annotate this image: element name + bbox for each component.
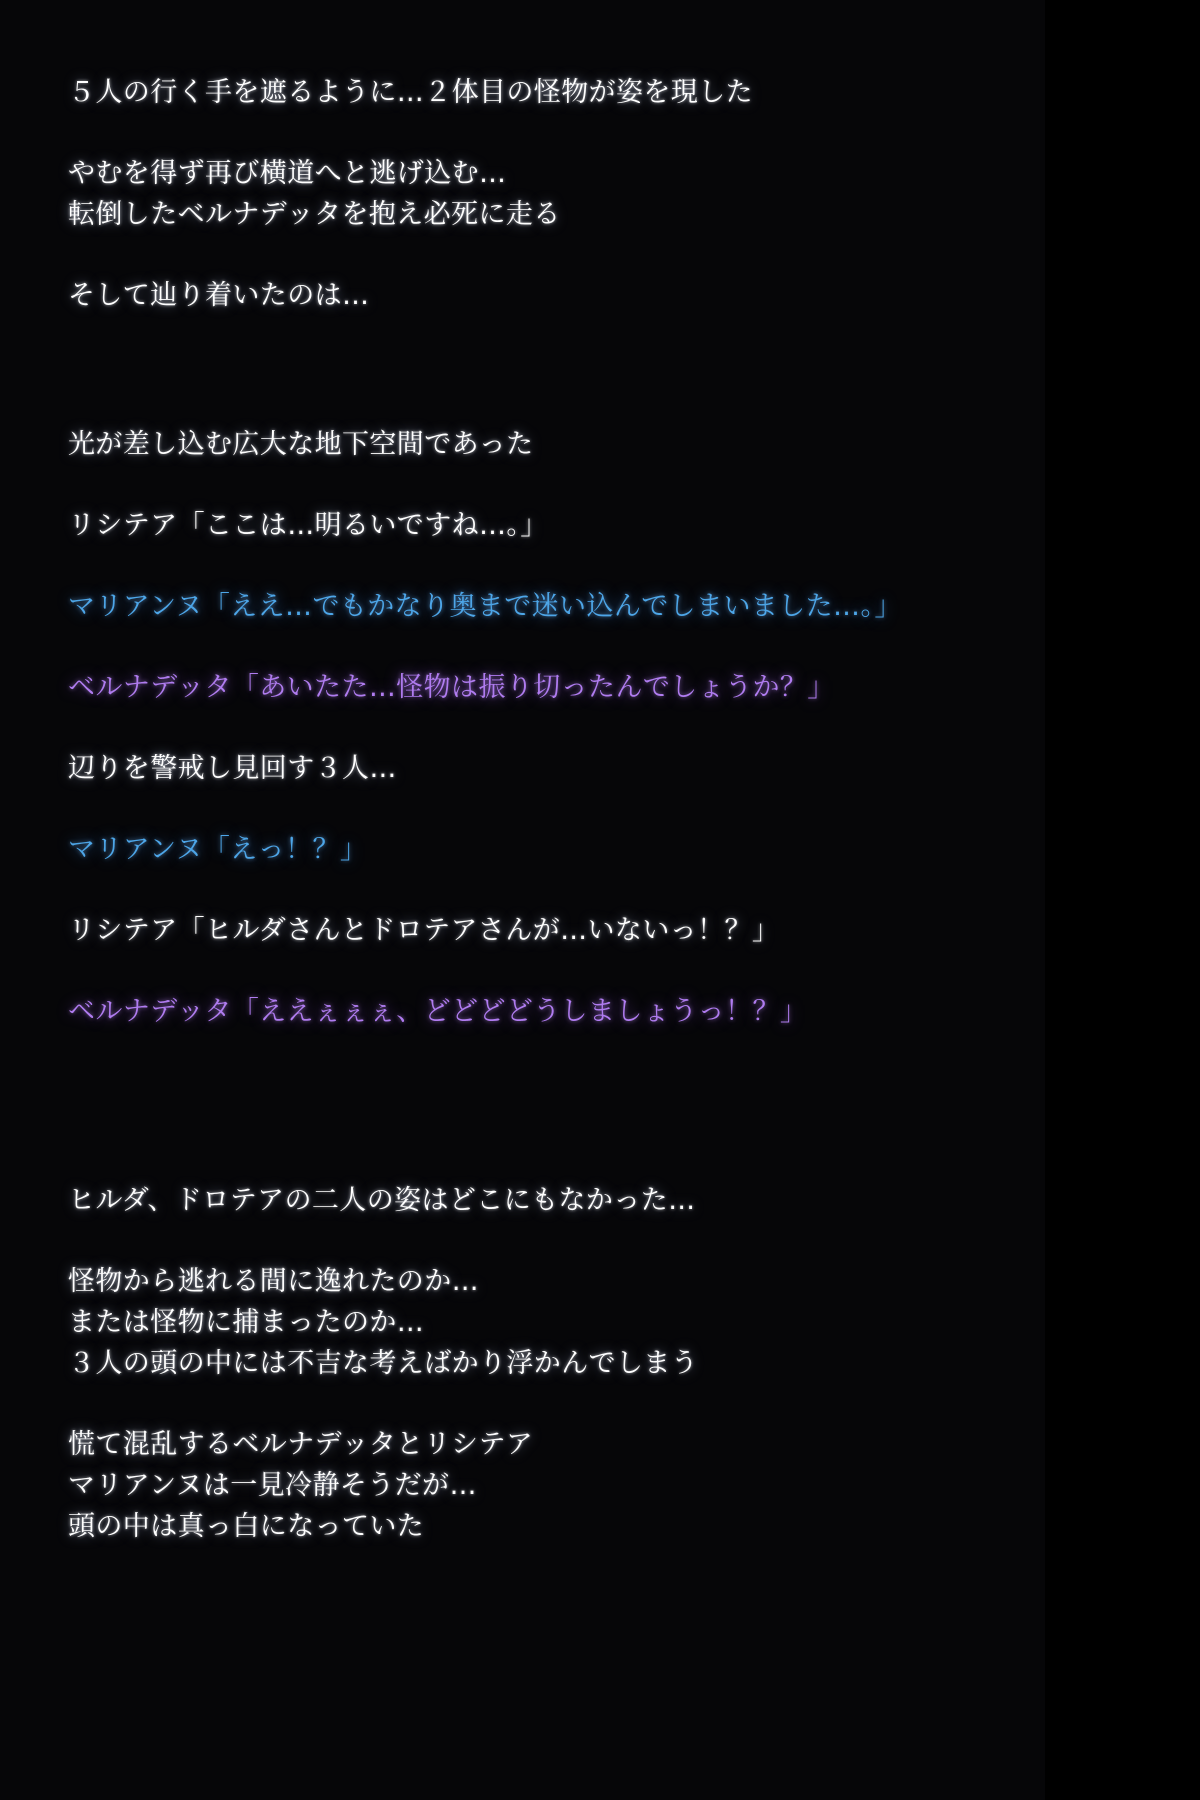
spacer [68,465,1008,505]
dialogue-lysithea-1 [68,505,1008,546]
story-line: ヒルダ、ドロテアの二人の姿はどこにもなかった… [68,1185,696,1216]
story-line: 頭の中は真っ白になっていた [68,1511,425,1542]
story-line: そして辿り着いたのは… [68,280,370,311]
story-text-container [68,0,1008,1547]
story-line: ベルナデッタ「あいたた…怪物は振り切ったんでしょうか？」 [68,672,835,703]
story-line: ５人の行く手を遮るように…２体目の怪物が姿を現した [68,77,753,108]
text-block-6 [68,1180,1008,1221]
dialogue-marianne-1 [68,586,1008,627]
story-line: リシテア「ヒルダさんとドロテアさんが…いないっ！？」 [68,915,780,946]
story-line: 光が差し込む広大な地下空間であった [68,429,534,460]
story-line: リシテア「ここは…明るいですね…。」 [68,510,548,541]
spacer [68,951,1008,991]
spacer [68,708,1008,748]
text-block-8 [68,1424,1008,1547]
top-spacer [68,0,1008,72]
story-line: 怪物から逃れる間に逸れたのか… [68,1266,479,1297]
spacer [68,1140,1008,1180]
spacer [68,870,1008,910]
spacer [68,789,1008,829]
story-line: やむを得ず再び横道へと逃げ込む… [68,158,507,189]
story-line: マリアンヌ「えっ！？」 [68,834,368,865]
text-block-1 [68,72,1008,113]
story-line: ベルナデッタ「ええぇぇぇ、どどどどうしましょうっ！？」 [68,996,808,1027]
spacer [68,1221,1008,1261]
story-line: マリアンヌ「ええ…でもかなり奥まで迷い込んでしまいました…。」 [68,591,902,622]
story-line: マリアンヌは一見冷静そうだが… [68,1470,477,1501]
text-block-3 [68,275,1008,316]
spacer [68,235,1008,275]
text-block-7 [68,1261,1008,1384]
spacer [68,546,1008,586]
story-line: または怪物に捕まったのか… [68,1307,425,1338]
text-block-5 [68,748,1008,789]
text-block-4 [68,424,1008,465]
story-line: 辺りを警戒し見回す３人… [68,753,397,784]
spacer [68,113,1008,153]
dialogue-marianne-2 [68,829,1008,870]
dialogue-bernadetta-1 [68,667,1008,708]
story-line: 慌て混乱するベルナデッタとリシテア [68,1429,534,1460]
story-line: ３人の頭の中には不吉な考えばかり浮かんでしまう [68,1348,699,1379]
text-block-2 [68,153,1008,235]
story-line: 転倒したベルナデッタを抱え必死に走る [68,199,561,230]
spacer [68,1032,1008,1140]
spacer [68,627,1008,667]
spacer [68,316,1008,424]
spacer [68,1384,1008,1424]
dialogue-lysithea-2 [68,910,1008,951]
dialogue-bernadetta-2 [68,991,1008,1032]
